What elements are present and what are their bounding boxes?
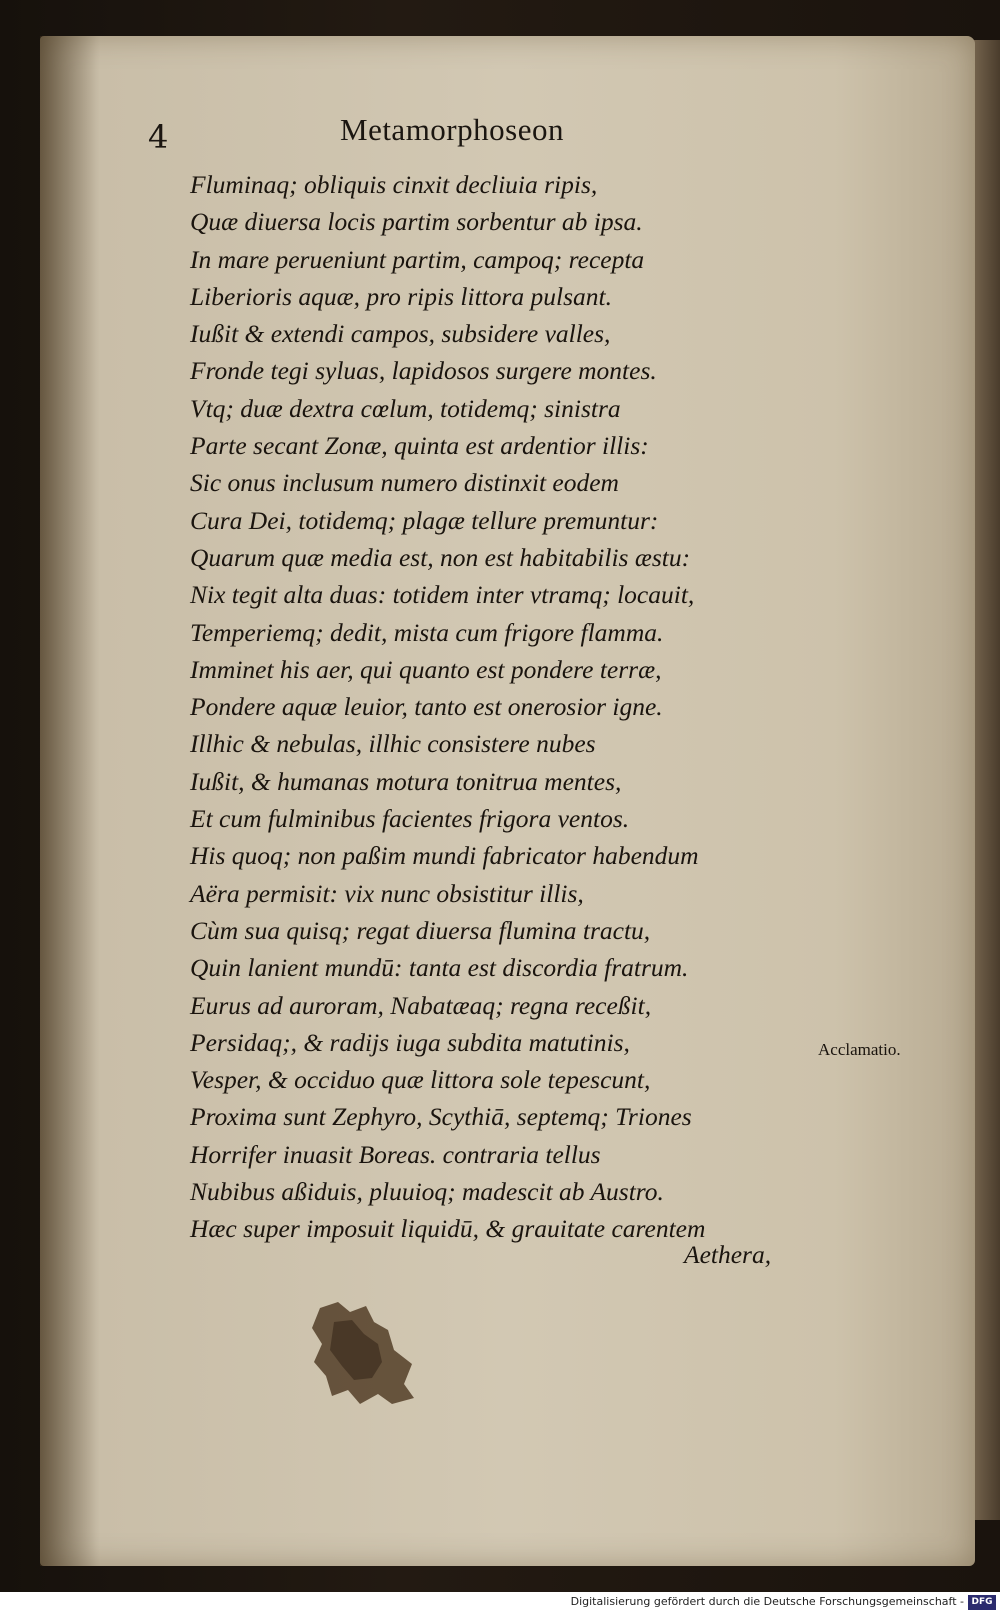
verse-line: Fluminaq; obliquis cinxit decliuia ripis, xyxy=(190,170,598,199)
funding-credit: Digitalisierung gefördert durch die Deutsche Forschungsgemeinschaft - xyxy=(570,1595,964,1608)
verse-line: Imminet his aer, qui quanto est pondere terræ, xyxy=(190,654,662,684)
footer-bar xyxy=(0,1592,1000,1615)
catchword: Aethera, xyxy=(684,1240,772,1269)
verse-line: In mare perueniunt partim, campoq; recepta xyxy=(190,244,645,274)
verse-line: Cùm sua quisq; regat diuersa flumina tractu, xyxy=(190,915,651,945)
verse-list xyxy=(190,166,830,1248)
verse-line: Iußit & extendi campos, subsidere valles, xyxy=(190,319,611,349)
verse-line: Persidaq;, & radijs iuga subdita matutinis, xyxy=(190,1027,630,1057)
verse-line: Nubibus aßiduis, pluuioq; madescit ab Austro. xyxy=(190,1177,664,1207)
verse-line: Temperiemq; dedit, mista cum frigore flamma. xyxy=(190,617,664,647)
marginal-note: Acclamatio. xyxy=(818,1040,901,1059)
dfg-logo: DFG xyxy=(968,1595,996,1610)
verse-line: Sic onus inclusum numero distinxit eodem xyxy=(190,468,619,498)
page-number: 4 xyxy=(148,118,169,156)
verse-line: Parte secant Zonæ, quinta est ardentior illis: xyxy=(190,431,649,461)
verse-line: His quoq; non paßim mundi fabricator habendum xyxy=(190,841,699,871)
paper-stain xyxy=(308,1300,418,1410)
verse-line: Vesper, & occiduo quæ littora sole tepescunt, xyxy=(190,1065,651,1095)
verse-line: Illhic & nebulas, illhic consistere nubes xyxy=(190,729,596,759)
verse-line: Proxima sunt Zephyro, Scythiā, septemq; Triones xyxy=(190,1102,692,1132)
verse-line: Eurus ad auroram, Nabatæaq; regna receßit, xyxy=(190,990,652,1020)
verse-line: Horrifer inuasit Boreas. contraria tellus xyxy=(190,1139,601,1169)
verse-line: Aëra permisit: vix nunc obsistitur illis, xyxy=(190,878,584,908)
verse-line: Pondere aquæ leuior, tanto est onerosior igne. xyxy=(190,692,663,722)
verse-line: Vtq; duæ dextra cœlum, totidemq; sinistra xyxy=(190,393,621,423)
page-gutter-shadow xyxy=(40,36,100,1566)
verse-line: Liberioris aquæ, pro ripis littora pulsant. xyxy=(190,281,613,311)
verse-line: Quæ diuersa locis partim sorbentur ab ipsa. xyxy=(190,207,643,237)
verse-line: Fronde tegi syluas, lapidosos surgere montes. xyxy=(190,356,657,386)
verse-line: Quarum quæ media est, non est habitabilis æstu: xyxy=(190,542,691,572)
running-head: Metamorphoseon xyxy=(340,112,564,147)
verse-line: Quin lanient mundū: tanta est discordia fratrum. xyxy=(190,953,689,983)
verse-line: Cura Dei, totidemq; plagæ tellure premuntur: xyxy=(190,505,659,535)
verse-line: Nix tegit alta duas: totidem inter vtramq; locauit, xyxy=(190,580,695,610)
verse-line: Iußit, & humanas motura tonitrua mentes, xyxy=(190,766,622,796)
verse-line: Et cum fulminibus facientes frigora ventos. xyxy=(190,804,630,834)
verse-line: Hæc super imposuit liquidū, & grauitate carentem xyxy=(190,1214,706,1244)
